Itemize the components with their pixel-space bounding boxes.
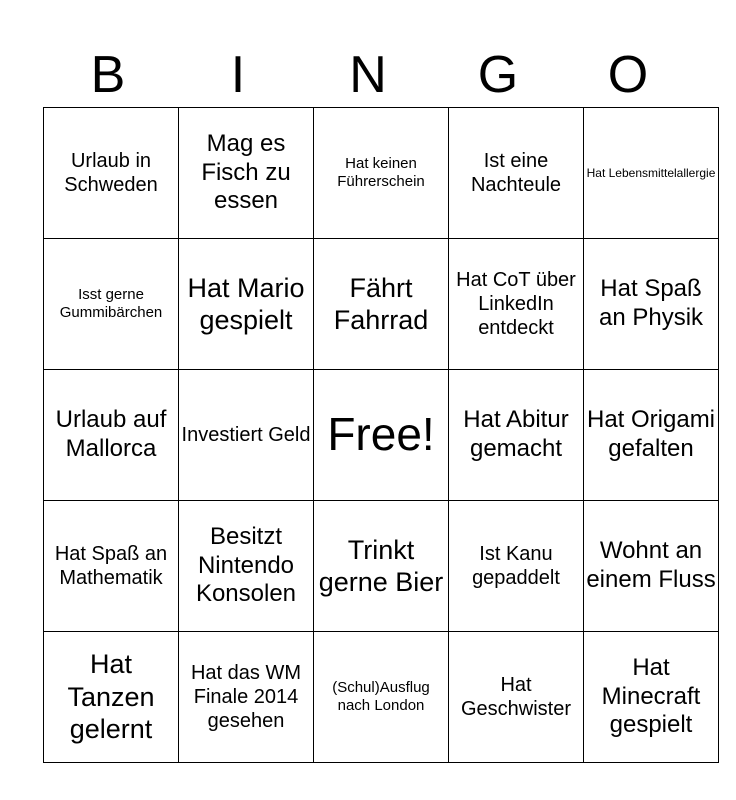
cell-text: Hat Abitur gemacht — [463, 406, 569, 462]
bingo-cell[interactable] — [584, 370, 719, 501]
bingo-cell[interactable] — [179, 370, 314, 501]
header-letter-b: B — [90, 46, 126, 104]
bingo-card-grid — [43, 107, 719, 763]
bingo-cell[interactable] — [449, 501, 584, 632]
header-letter-o: O — [607, 46, 649, 104]
bingo-cell[interactable] — [179, 632, 314, 763]
cell-text: Hat keinen Führerschein — [337, 155, 425, 190]
cell-text: Urlaub auf Mallorca — [55, 406, 167, 462]
bingo-cell[interactable] — [314, 108, 449, 239]
bingo-cell[interactable] — [44, 239, 179, 370]
bingo-header — [43, 44, 693, 106]
bingo-row-2 — [44, 239, 719, 370]
bingo-cell[interactable] — [449, 370, 584, 501]
bingo-cell[interactable] — [314, 501, 449, 632]
bingo-cell[interactable] — [584, 239, 719, 370]
header-letter-g: G — [477, 46, 519, 104]
bingo-cell[interactable] — [44, 632, 179, 763]
header-letter-i: I — [230, 46, 246, 104]
cell-text: Hat Mario gespielt — [187, 272, 305, 335]
bingo-cell[interactable] — [449, 632, 584, 763]
bingo-cell[interactable] — [314, 632, 449, 763]
bingo-row-5 — [44, 632, 719, 763]
bingo-row-1 — [44, 108, 719, 239]
cell-text: Free! — [327, 408, 435, 461]
cell-text: Hat Origami gefalten — [586, 406, 716, 462]
header-letter-n: N — [349, 46, 387, 104]
cell-text: Hat Minecraft gespielt — [601, 653, 701, 739]
bingo-cell[interactable] — [44, 370, 179, 501]
cell-text: Hat CoT über LinkedIn entdeckt — [456, 269, 576, 339]
cell-text: Urlaub in Schweden — [64, 150, 158, 196]
bingo-cell[interactable] — [449, 239, 584, 370]
bingo-cell[interactable] — [584, 632, 719, 763]
cell-text: Hat Tanzen gelernt — [67, 649, 155, 745]
cell-text: Hat Spaß an Physik — [598, 275, 704, 331]
cell-text: Hat das WM Finale 2014 gesehen — [190, 662, 302, 732]
bingo-cell[interactable] — [449, 108, 584, 239]
bingo-cell[interactable] — [179, 239, 314, 370]
cell-text: Isst gerne Gummibärchen — [59, 286, 163, 321]
bingo-row-4 — [44, 501, 719, 632]
bingo-cell[interactable] — [584, 108, 719, 239]
bingo-cell[interactable] — [179, 108, 314, 239]
bingo-cell[interactable] — [314, 239, 449, 370]
bingo-cell[interactable] — [179, 501, 314, 632]
bingo-cell[interactable] — [44, 501, 179, 632]
cell-text: Wohnt an einem Fluss — [586, 537, 716, 593]
bingo-cell[interactable] — [44, 108, 179, 239]
cell-text: Fährt Fahrrad — [333, 272, 429, 335]
cell-text: Trinkt gerne Bier — [318, 534, 444, 597]
cell-text: Besitzt Nintendo Konsolen — [195, 522, 297, 608]
cell-text: Hat Geschwister — [460, 674, 572, 720]
cell-text: (Schul)Ausflug nach London — [332, 679, 430, 714]
bingo-cell[interactable] — [584, 501, 719, 632]
cell-text: Mag es Fisch zu essen — [201, 129, 291, 215]
bingo-row-3 — [44, 370, 719, 501]
cell-text: Hat Lebensmittelallergie — [586, 165, 716, 180]
cell-text: Investiert Geld — [181, 424, 311, 446]
cell-text: Ist Kanu gepaddelt — [472, 543, 560, 589]
cell-text: Hat Spaß an Mathematik — [54, 543, 168, 589]
free-space-cell[interactable] — [314, 370, 449, 501]
cell-text: Ist eine Nachteule — [470, 150, 562, 196]
